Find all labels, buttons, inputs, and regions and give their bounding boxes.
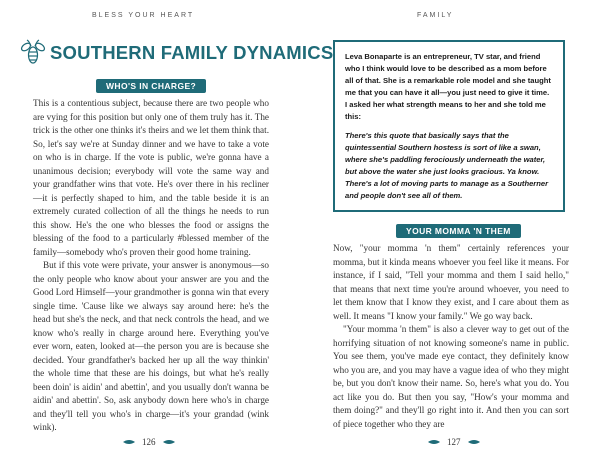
section-label: YOUR MOMMA 'N THEM	[396, 224, 521, 238]
running-head: FAMILY	[417, 12, 454, 19]
leaf-ornament-icon	[467, 439, 481, 445]
leaf-ornament-icon	[162, 439, 176, 445]
chapter-title: SOUTHERN FAMILY DYNAMICS	[50, 42, 334, 63]
bee-icon	[20, 38, 46, 68]
page-footer	[427, 437, 481, 447]
page-number: 126	[142, 437, 156, 447]
paragraph: But if this vote were private, your answer is anonymous—so the only people who know about your answer are you and the Good Lord Himself—your grandmother is gonna win that every single time. 'Cause like we always say around here: he's the head but she's the neck, and that neck controls the head, and we know who's really in charge around here. Everything you've ever worn, eaten, looked at—the person you are is because she decided. Your grandfather's backed her up all the way thinkin' the whole time that these are his doings, but what he's really been doin' is aidin' and abettin', and you usually don't wanna be aidin' and abettin'. So, ask anybody down here who's in charge and they'll tell you who's in charge—it's your grandad (wink wink).	[33, 260, 269, 432]
paragraph: "Your momma 'n them" is also a clever way to get out of the horrifying situation of not knowing someone's name in public. You see them, you've made eye contact, they definitely know who you are, and you may have a vague idea of who they might be, but you don't know their name. So, here's what you do. You act like you do. But then you say, "How's your momma and them doing?" and they'll go right into it. And then you can sort of piece together who they are	[333, 324, 569, 429]
page-footer	[122, 437, 176, 447]
quote-text: There's this quote that basically says that the quintessential Southern hostess is sort of like a swan, where she's paddling ferociously underneath the water, but above the water she just looks gracious. Ya know. There's a lot of moving parts to manage as a Southerner and people don't see all of them.	[345, 131, 549, 200]
running-head: BLESS YOUR HEART	[92, 12, 195, 19]
page-number: 127	[447, 437, 461, 447]
chapter-heading	[20, 38, 333, 68]
quote-intro: Leva Bonaparte is an entrepreneur, TV star, and friend who I think would love to be described as a mom before all of that. She is a remarkable role model and she taught me that you can have it all—you just need to give it time. I asked her what strength means to her and she told me this:	[345, 52, 551, 121]
body-text	[33, 97, 269, 435]
section-label: WHO'S IN CHARGE?	[96, 79, 206, 93]
paragraph: This is a contentious subject, because there are two people who are vying for this position but only one of them truly has it. The trick is the other one thinks it's theirs and we let them think that. So, let's say we're at Sunday dinner and we have to take a vote on who is in charge. If the vote is public, we're gonna have a unanimous decision; everybody will vote the same way and your grandfather wins that vote. He's over there in his recliner—it is perfectly shaped to him, and the table beside it is an extremely curated collection of all the things he needs to run this show. He's the one who blesses the food or assigns the blessing of the food to a particularly #blessed member of the family—somebody who's proven their good home training.	[33, 98, 269, 257]
leaf-ornament-icon	[122, 439, 136, 445]
body-text	[333, 242, 569, 431]
right-page	[300, 0, 600, 457]
sidebar-quote-box	[333, 40, 565, 212]
leaf-ornament-icon	[427, 439, 441, 445]
paragraph: Now, "your momma 'n them" certainly references your momma, but it kinda means whoever you feel like it means. For instance, if I said, "Tell your momma and them I said hello," that means that next time you're around whoever, you need to let them know that I know they exist, and I care about them as well. It means "I know your family." We go way back.	[333, 243, 569, 321]
